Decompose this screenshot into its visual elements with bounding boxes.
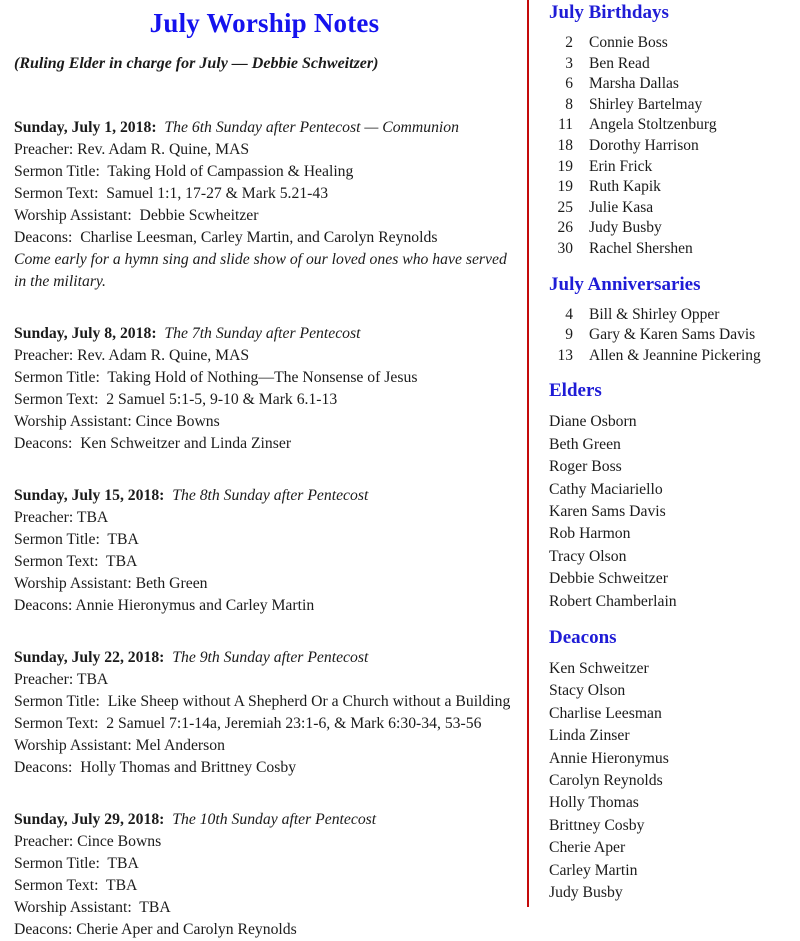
service-detail-line: Deacons: Ken Schweitzer and Linda Zinser [14, 435, 292, 452]
birthday-row [549, 74, 794, 95]
elder-name: Rob Harmon [549, 525, 631, 543]
service-detail-line: Sermon Text: 2 Samuel 5:1-5, 9-10 & Mark 6.1-13 [14, 391, 338, 408]
deacon-name: Carley Martin [549, 861, 638, 879]
service-detail-line: Sermon Text: 2 Samuel 7:1-14a, Jeremiah 23:1-6, & Mark 6:30-34, 53-56 [14, 715, 482, 732]
deacons-list [549, 658, 794, 904]
service-date: Sunday, July 15, 2018 [14, 487, 160, 504]
person-name: Angela Stoltzenburg [589, 116, 717, 134]
services-list [14, 117, 515, 941]
service-detail-line: Preacher: Rev. Adam R. Quine, MAS [14, 347, 250, 364]
deacon-name: Stacy Olson [549, 682, 626, 700]
person-name: Ruth Kapik [589, 178, 661, 196]
service-heading [14, 647, 515, 669]
elder-name: Cathy Maciariello [549, 480, 663, 498]
person-name: Ben Read [589, 54, 650, 72]
service-detail-line: Deacons: Cherie Aper and Carolyn Reynolds [14, 921, 297, 938]
service-heading [14, 809, 515, 831]
person-name: Erin Frick [589, 157, 653, 175]
birthday-row [549, 136, 794, 157]
day-number: 19 [557, 157, 573, 175]
anniversary-row [549, 305, 794, 326]
service-separator: : [159, 487, 173, 504]
deacon-name: Ken Schweitzer [549, 659, 649, 677]
service-detail-line: Preacher: Rev. Adam R. Quine, MAS [14, 141, 250, 158]
person-name: Marsha Dallas [589, 75, 679, 93]
anniversary-row [549, 325, 794, 346]
service-section [14, 485, 515, 617]
day-number: 8 [565, 95, 573, 113]
service-occasion: The 7th Sunday after Pentecost [164, 325, 361, 342]
birthday-row [549, 54, 794, 75]
sidebar-column [527, 0, 800, 907]
elder-name: Robert Chamberlain [549, 592, 677, 610]
birthday-row [549, 33, 794, 54]
deacon-name: Cherie Aper [549, 839, 626, 857]
service-separator: : [151, 325, 165, 342]
deacon-name: Brittney Cosby [549, 816, 645, 834]
deacons-heading: Deacons [549, 626, 617, 648]
birthday-row [549, 177, 794, 198]
service-heading [14, 323, 515, 345]
service-detail-line: Sermon Text: TBA [14, 553, 138, 570]
deacon-name: Charlise Leesman [549, 704, 662, 722]
person-name: Julie Kasa [589, 198, 654, 216]
service-section [14, 117, 515, 293]
service-separator: : [159, 649, 173, 666]
day-number: 18 [557, 136, 573, 154]
anniversary-row [549, 346, 794, 367]
person-name: Bill & Shirley Opper [589, 305, 720, 323]
service-detail-line: Sermon Title: Taking Hold of Nothing—The Nonsense of Jesus [14, 369, 418, 386]
service-section [14, 323, 515, 455]
day-number: 26 [557, 219, 573, 237]
elder-name: Beth Green [549, 435, 621, 453]
day-number: 11 [558, 116, 573, 134]
day-number: 13 [557, 346, 573, 364]
person-name: Gary & Karen Sams Davis [589, 326, 756, 344]
day-number: 25 [557, 198, 573, 216]
person-name: Judy Busby [589, 219, 662, 237]
deacon-name: Annie Hieronymus [549, 749, 669, 767]
person-name: Rachel Shershen [589, 239, 693, 257]
service-section [14, 809, 515, 941]
service-separator: : [151, 119, 165, 136]
service-date: Sunday, July 1, 2018 [14, 119, 152, 136]
service-date: Sunday, July 29, 2018 [14, 811, 160, 828]
person-name: Allen & Jeannine Pickering [589, 346, 761, 364]
day-number: 6 [565, 75, 573, 93]
day-number: 3 [565, 54, 573, 72]
service-detail-line: Deacons: Annie Hieronymus and Carley Martin [14, 597, 315, 614]
service-heading [14, 485, 515, 507]
ruling-elder-note: (Ruling Elder in charge for July — Debbie Schweitzer) [14, 55, 379, 72]
person-name: Dorothy Harrison [589, 136, 699, 154]
anniversaries-list [549, 305, 794, 367]
service-detail-line: Worship Assistant: TBA [14, 899, 171, 916]
birthdays-heading: July Birthdays [549, 2, 669, 23]
service-detail-line: Sermon Text: TBA [14, 877, 138, 894]
anniversaries-heading: July Anniversaries [549, 273, 701, 295]
service-date: Sunday, July 8, 2018 [14, 325, 152, 342]
elder-name: Tracy Olson [549, 547, 627, 565]
person-name: Shirley Bartelmay [589, 95, 703, 113]
service-detail-line: Preacher: TBA [14, 509, 109, 526]
elder-name: Diane Osborn [549, 413, 637, 431]
service-occasion: The 10th Sunday after Pentecost [172, 811, 377, 828]
service-detail-line: Deacons: Holly Thomas and Brittney Cosby [14, 759, 297, 776]
birthday-row [549, 95, 794, 116]
elder-name: Debbie Schweitzer [549, 570, 668, 588]
day-number: 9 [565, 326, 573, 344]
service-occasion: The 9th Sunday after Pentecost [172, 649, 369, 666]
service-detail-line: Sermon Title: Like Sheep without A Shepherd Or a Church without a Building [14, 693, 511, 710]
service-note: Come early for a hymn sing and slide show of our loved ones who have served in the military. [14, 251, 511, 290]
deacon-name: Holly Thomas [549, 794, 639, 812]
elder-name: Karen Sams Davis [549, 502, 666, 520]
birthday-row [549, 198, 794, 219]
day-number: 19 [557, 178, 573, 196]
page-title: July Worship Notes [149, 8, 380, 38]
service-detail-line: Sermon Text: Samuel 1:1, 17-27 & Mark 5.21-43 [14, 185, 329, 202]
birthday-row [549, 115, 794, 136]
service-detail-line: Deacons: Charlise Leesman, Carley Martin, and Carolyn Reynolds [14, 229, 438, 246]
birthdays-list [549, 33, 794, 260]
deacon-name: Judy Busby [549, 884, 623, 902]
elders-heading: Elders [549, 380, 602, 402]
service-separator: : [159, 811, 173, 828]
birthday-row [549, 157, 794, 178]
service-detail-line: Preacher: TBA [14, 671, 109, 688]
service-occasion: The 8th Sunday after Pentecost [172, 487, 369, 504]
service-detail-line: Worship Assistant: Debbie Scwheitzer [14, 207, 259, 224]
day-number: 4 [565, 305, 573, 323]
day-number: 30 [557, 239, 573, 257]
service-detail-line: Worship Assistant: Mel Anderson [14, 737, 225, 754]
elders-list [549, 411, 794, 613]
service-detail-line: Preacher: Cince Bowns [14, 833, 162, 850]
service-detail-line: Sermon Title: Taking Hold of Campassion & Healing [14, 163, 354, 180]
birthday-row [549, 218, 794, 239]
service-detail-line: Worship Assistant: Cince Bowns [14, 413, 220, 430]
deacon-name: Carolyn Reynolds [549, 772, 663, 789]
service-detail-line: Sermon Title: TBA [14, 855, 139, 872]
person-name: Connie Boss [589, 34, 668, 51]
service-date: Sunday, July 22, 2018 [14, 649, 160, 666]
service-section [14, 647, 515, 779]
birthday-row [549, 239, 794, 260]
day-number: 2 [565, 34, 573, 51]
elder-name: Roger Boss [549, 458, 622, 476]
service-detail-line: Sermon Title: TBA [14, 531, 139, 548]
service-detail-line: Worship Assistant: Beth Green [14, 575, 208, 592]
service-heading [14, 117, 515, 139]
deacon-name: Linda Zinser [549, 727, 630, 745]
service-occasion: The 6th Sunday after Pentecost — Communion [164, 119, 459, 136]
